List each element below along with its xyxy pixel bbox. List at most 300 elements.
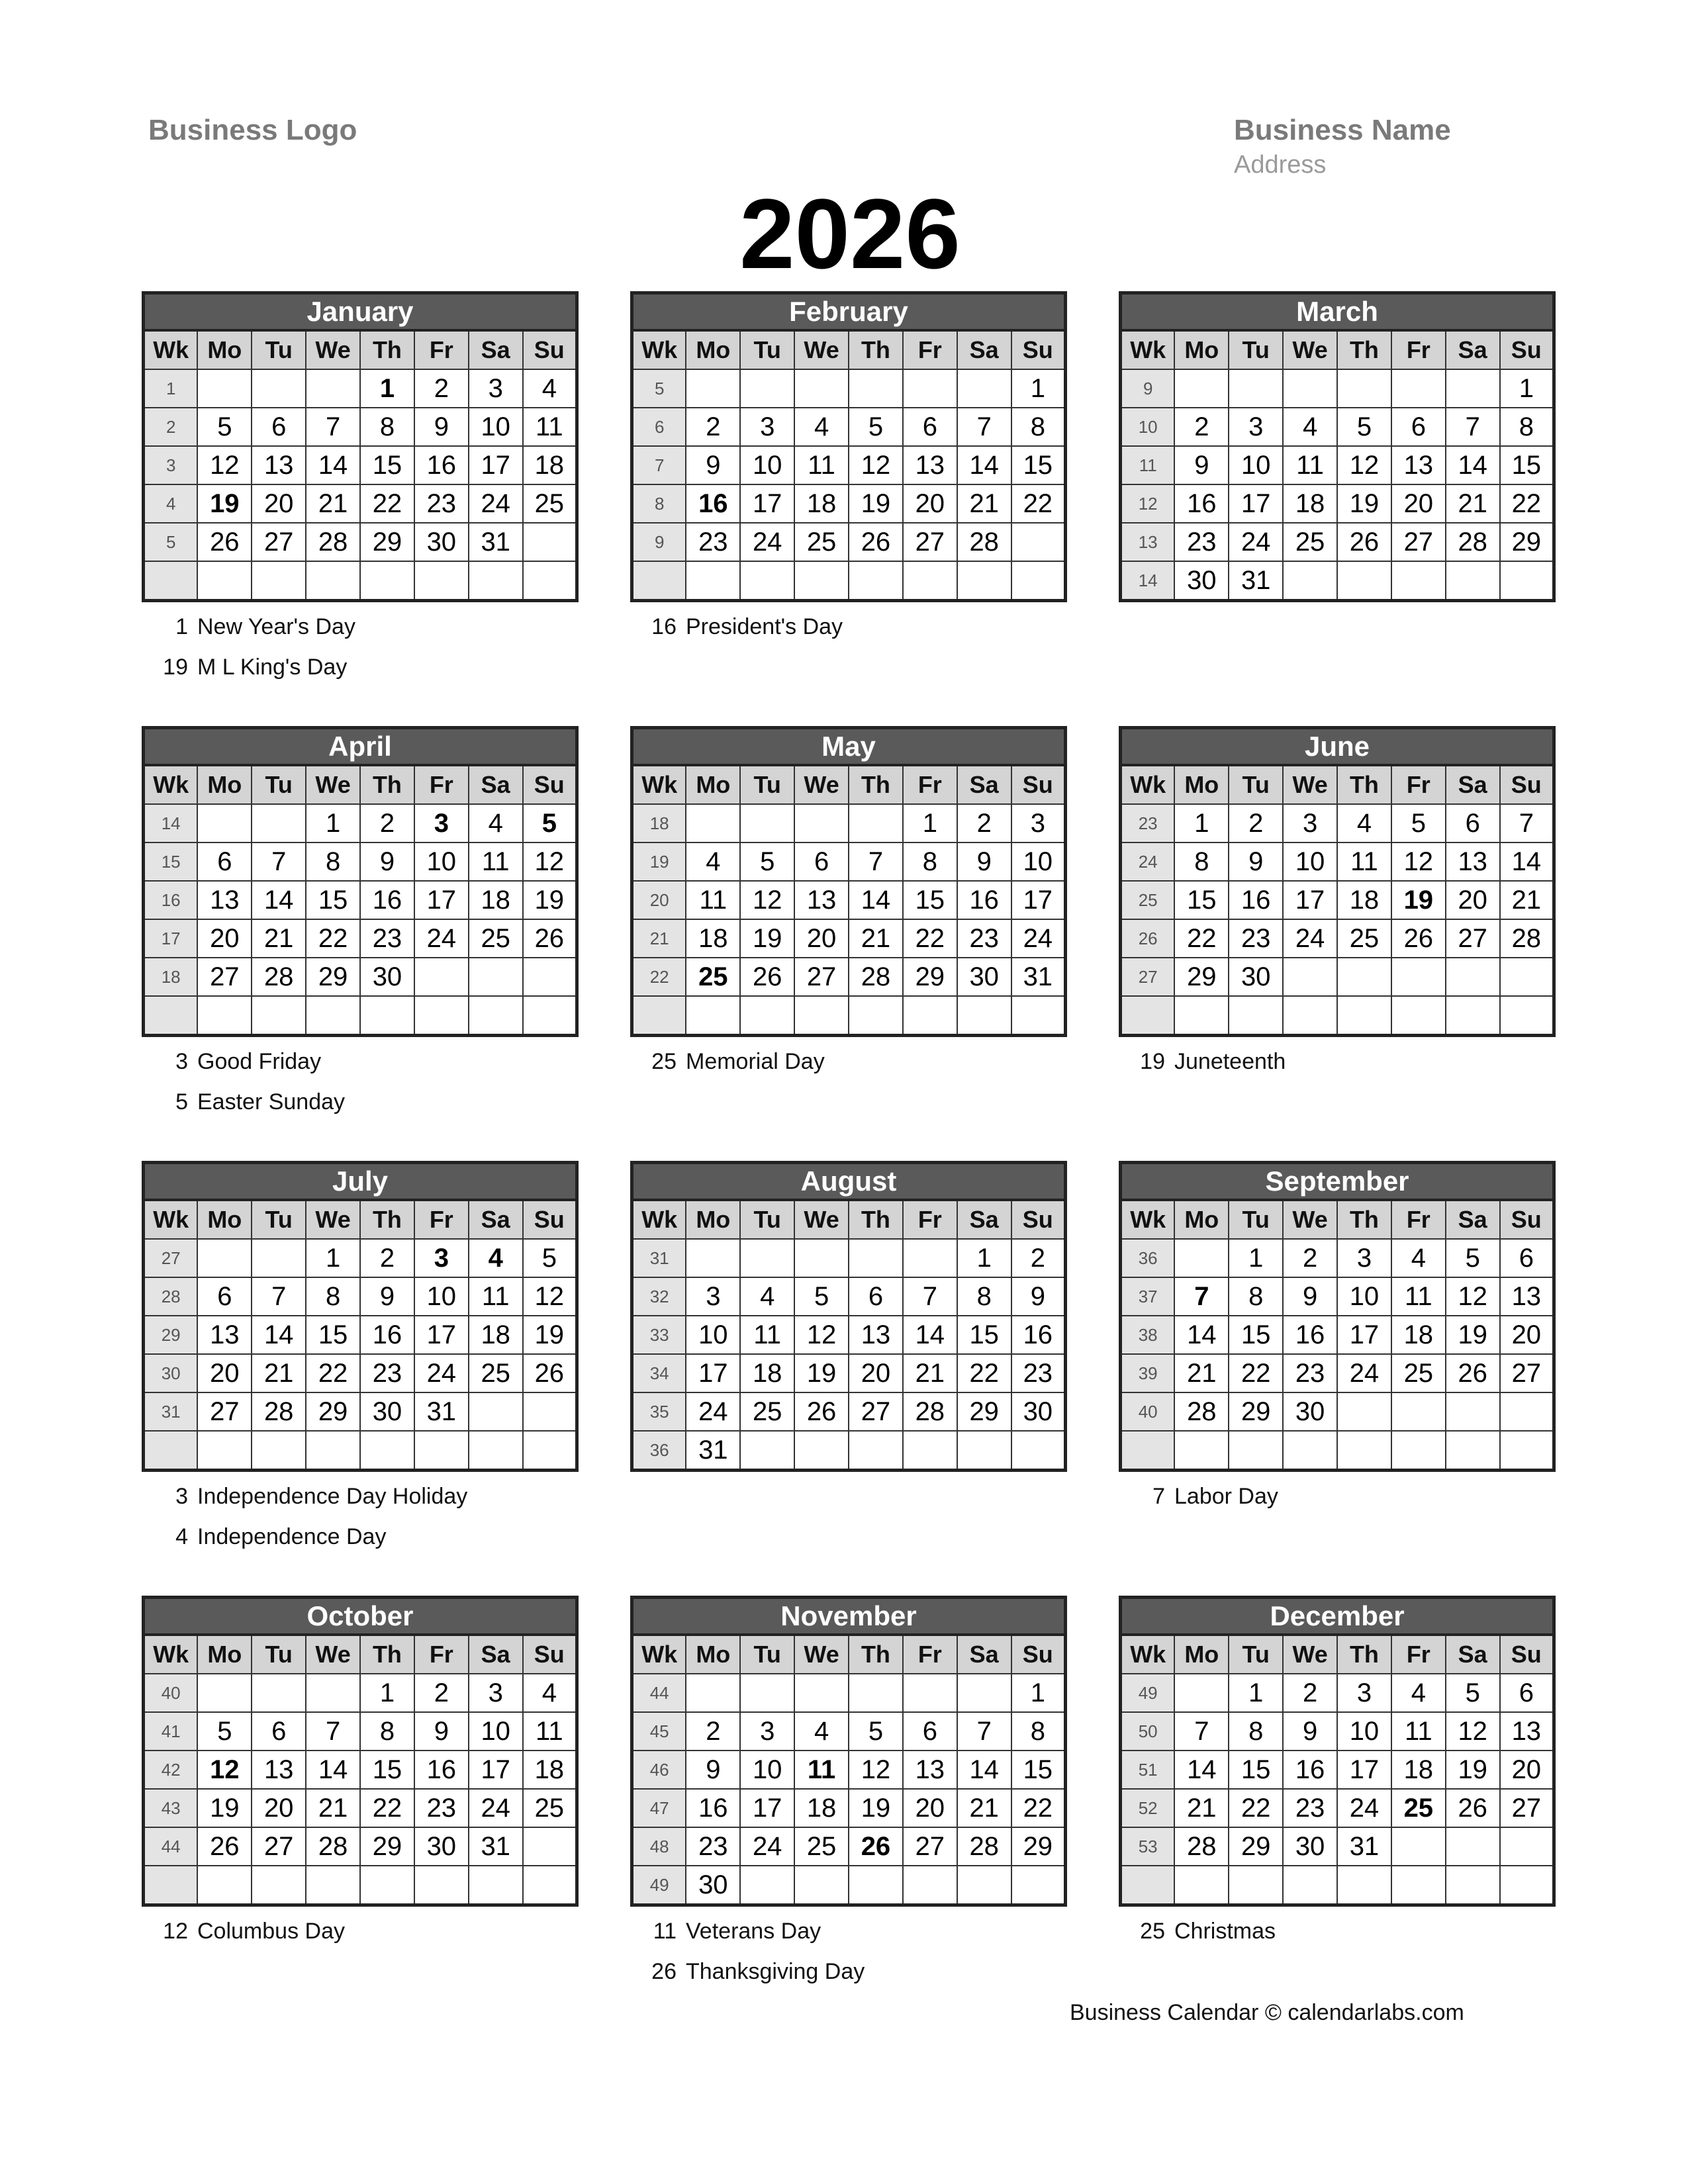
week-number: 49 (632, 1866, 686, 1905)
week-row (1121, 484, 1554, 523)
day-cell: 17 (1337, 1316, 1391, 1354)
day-cell: 25 (1337, 919, 1391, 958)
holiday-date: 19 (163, 655, 188, 680)
holiday-name: M L King's Day (197, 655, 348, 680)
day-cell: 13 (252, 446, 306, 484)
day-cell: 25 (523, 484, 577, 523)
day-cell (197, 561, 252, 601)
weekday-header: Fr (414, 1635, 469, 1674)
holiday-date: 19 (1140, 1049, 1165, 1074)
day-cell: 5 (1337, 408, 1391, 446)
day-cell (1446, 1431, 1500, 1471)
day-cell (197, 804, 252, 842)
day-cell: 1 (1229, 1239, 1283, 1277)
day-cell (1446, 369, 1500, 408)
weekday-header: Tu (1229, 765, 1283, 804)
day-cell (523, 996, 577, 1036)
day-cell (197, 1239, 252, 1277)
week-number: 45 (632, 1712, 686, 1751)
day-cell: 15 (306, 881, 360, 919)
day-cell: 24 (469, 1789, 523, 1827)
day-cell: 14 (957, 446, 1011, 484)
week-number (144, 1866, 198, 1905)
day-cell (794, 996, 849, 1036)
day-cell: 28 (1174, 1827, 1229, 1866)
day-cell (252, 1674, 306, 1712)
week-number: 36 (632, 1431, 686, 1471)
day-cell: 12 (849, 1751, 903, 1789)
month-table (1119, 726, 1556, 1037)
week-number: 9 (632, 523, 686, 561)
holiday-item (148, 614, 355, 655)
day-cell: 1 (1229, 1674, 1283, 1712)
day-cell: 21 (903, 1354, 957, 1392)
day-cell: 15 (1500, 446, 1554, 484)
day-cell: 23 (1283, 1354, 1337, 1392)
day-cell: 19 (523, 1316, 577, 1354)
day-cell (1283, 1866, 1337, 1905)
day-cell: 31 (469, 1827, 523, 1866)
weekday-header: Su (1011, 765, 1066, 804)
day-cell: 4 (469, 1239, 523, 1277)
day-cell: 20 (197, 1354, 252, 1392)
week-number: 44 (632, 1674, 686, 1712)
day-cell: 21 (252, 1354, 306, 1392)
day-cell: 10 (1337, 1277, 1391, 1316)
week-row (632, 1239, 1066, 1277)
day-cell: 17 (1283, 881, 1337, 919)
holiday-name: Columbus Day (197, 1919, 345, 1944)
day-cell: 19 (523, 881, 577, 919)
day-cell (1011, 1431, 1066, 1471)
week-number: 6 (632, 408, 686, 446)
day-cell (849, 804, 903, 842)
week-row (632, 1674, 1066, 1712)
day-cell: 24 (686, 1392, 740, 1431)
day-cell: 17 (1011, 881, 1066, 919)
holiday-item (1125, 1049, 1286, 1089)
holiday-date: 12 (163, 1919, 188, 1944)
week-row (144, 1277, 577, 1316)
holiday-item (148, 1919, 345, 1959)
weekday-header: Su (523, 330, 577, 369)
day-cell (306, 996, 360, 1036)
day-cell: 9 (360, 842, 414, 881)
weekday-header: Tu (740, 1200, 794, 1239)
day-cell: 14 (1174, 1751, 1229, 1789)
day-cell: 17 (469, 1751, 523, 1789)
day-cell (252, 1431, 306, 1471)
month-april (142, 726, 579, 1037)
day-cell: 8 (1011, 1712, 1066, 1751)
week-row (632, 1827, 1066, 1866)
day-cell: 28 (1446, 523, 1500, 561)
day-cell: 20 (1500, 1751, 1554, 1789)
day-cell: 13 (1500, 1277, 1554, 1316)
holiday-date: 3 (175, 1484, 188, 1509)
day-cell: 21 (1500, 881, 1554, 919)
week-row (1121, 523, 1554, 561)
day-cell: 29 (1229, 1827, 1283, 1866)
day-cell: 27 (252, 523, 306, 561)
week-row (1121, 408, 1554, 446)
day-cell: 2 (414, 369, 469, 408)
day-cell: 9 (957, 842, 1011, 881)
day-cell: 21 (306, 484, 360, 523)
week-row (1121, 1674, 1554, 1712)
week-number: 35 (632, 1392, 686, 1431)
weekday-header: Fr (1391, 1200, 1446, 1239)
week-row (1121, 561, 1554, 601)
day-cell: 11 (794, 1751, 849, 1789)
weekday-header: Th (849, 330, 903, 369)
day-cell: 5 (1391, 804, 1446, 842)
day-cell: 28 (1500, 919, 1554, 958)
week-row (632, 919, 1066, 958)
holiday-list (148, 1049, 345, 1130)
day-cell: 30 (360, 1392, 414, 1431)
month-title: April (144, 728, 577, 766)
holiday-list (148, 1484, 467, 1565)
week-number: 5 (632, 369, 686, 408)
day-cell: 29 (1011, 1827, 1066, 1866)
day-cell: 16 (1283, 1316, 1337, 1354)
week-row (1121, 1392, 1554, 1431)
day-cell: 28 (957, 523, 1011, 561)
day-cell: 11 (469, 1277, 523, 1316)
day-cell: 29 (306, 958, 360, 996)
day-cell: 8 (1229, 1277, 1283, 1316)
day-cell: 1 (1174, 804, 1229, 842)
day-cell (1391, 1827, 1446, 1866)
week-number: 51 (1121, 1751, 1175, 1789)
day-cell: 23 (360, 919, 414, 958)
holiday-item (637, 1049, 825, 1089)
day-cell: 12 (849, 446, 903, 484)
day-cell: 28 (306, 1827, 360, 1866)
day-cell: 7 (1446, 408, 1500, 446)
day-cell: 13 (903, 446, 957, 484)
weekday-header: Wk (1121, 1200, 1175, 1239)
day-cell: 23 (686, 523, 740, 561)
day-cell: 2 (360, 1239, 414, 1277)
week-row (1121, 1789, 1554, 1827)
weekday-header: Th (1337, 1200, 1391, 1239)
day-cell: 15 (1011, 1751, 1066, 1789)
weekday-header: We (1283, 765, 1337, 804)
day-cell: 1 (903, 804, 957, 842)
week-row (632, 1354, 1066, 1392)
day-cell: 9 (686, 1751, 740, 1789)
day-cell (740, 804, 794, 842)
month-title: May (632, 728, 1066, 766)
day-cell (1500, 1392, 1554, 1431)
holiday-name: Christmas (1174, 1919, 1276, 1944)
day-cell: 16 (414, 1751, 469, 1789)
day-cell (197, 1431, 252, 1471)
month-table (630, 1161, 1067, 1472)
weekday-header: Tu (1229, 330, 1283, 369)
day-cell: 9 (1283, 1277, 1337, 1316)
day-cell (686, 996, 740, 1036)
day-cell: 5 (197, 1712, 252, 1751)
weekday-header: Fr (903, 330, 957, 369)
day-cell: 14 (849, 881, 903, 919)
week-row (1121, 1316, 1554, 1354)
day-cell: 20 (252, 1789, 306, 1827)
day-cell (1011, 1866, 1066, 1905)
day-cell: 5 (1446, 1239, 1500, 1277)
day-cell: 20 (794, 919, 849, 958)
week-row (144, 1827, 577, 1866)
day-cell: 24 (1011, 919, 1066, 958)
day-cell (1337, 1431, 1391, 1471)
day-cell (740, 1431, 794, 1471)
day-cell: 19 (849, 1789, 903, 1827)
weekday-header: Mo (686, 330, 740, 369)
month-march (1119, 291, 1556, 602)
week-row (632, 996, 1066, 1036)
weekday-header: Fr (903, 765, 957, 804)
week-row (1121, 881, 1554, 919)
month-june (1119, 726, 1556, 1037)
week-number: 32 (632, 1277, 686, 1316)
week-number: 2 (144, 408, 198, 446)
day-cell (414, 1431, 469, 1471)
month-title: August (632, 1163, 1066, 1201)
weekday-header: We (1283, 1200, 1337, 1239)
day-cell (903, 996, 957, 1036)
weekday-header: Th (360, 1200, 414, 1239)
day-cell: 24 (1337, 1354, 1391, 1392)
day-cell (360, 996, 414, 1036)
day-cell: 4 (794, 1712, 849, 1751)
day-cell: 22 (1011, 1789, 1066, 1827)
week-row (632, 369, 1066, 408)
day-cell: 7 (252, 842, 306, 881)
day-cell: 8 (360, 1712, 414, 1751)
weekday-header: Tu (1229, 1200, 1283, 1239)
day-cell: 15 (1229, 1751, 1283, 1789)
day-cell: 26 (523, 1354, 577, 1392)
day-cell: 7 (252, 1277, 306, 1316)
day-cell (1011, 996, 1066, 1036)
day-cell: 8 (903, 842, 957, 881)
day-cell: 5 (523, 804, 577, 842)
month-title: September (1121, 1163, 1554, 1201)
day-cell: 31 (1229, 561, 1283, 601)
month-table (1119, 291, 1556, 602)
day-cell: 18 (469, 881, 523, 919)
day-cell: 22 (360, 1789, 414, 1827)
weekday-header: Wk (144, 765, 198, 804)
day-cell: 22 (903, 919, 957, 958)
day-cell: 30 (1011, 1392, 1066, 1431)
day-cell (523, 1866, 577, 1905)
weekday-header: Wk (1121, 765, 1175, 804)
week-number: 41 (144, 1712, 198, 1751)
day-cell: 23 (1011, 1354, 1066, 1392)
month-may (630, 726, 1067, 1037)
weekday-header: Mo (1174, 330, 1229, 369)
day-cell: 9 (1283, 1712, 1337, 1751)
week-row (632, 842, 1066, 881)
week-number: 1 (144, 369, 198, 408)
day-cell: 1 (1011, 369, 1066, 408)
day-cell: 3 (469, 369, 523, 408)
weekday-header: Su (1011, 330, 1066, 369)
day-cell (740, 1239, 794, 1277)
day-cell (686, 561, 740, 601)
day-cell: 30 (414, 1827, 469, 1866)
month-table (142, 1596, 579, 1907)
weekday-header: We (794, 1200, 849, 1239)
week-number: 14 (144, 804, 198, 842)
week-number: 36 (1121, 1239, 1175, 1277)
day-cell (1337, 369, 1391, 408)
week-row (632, 408, 1066, 446)
week-number: 23 (1121, 804, 1175, 842)
week-number: 38 (1121, 1316, 1175, 1354)
day-cell: 17 (1229, 484, 1283, 523)
day-cell: 7 (1500, 804, 1554, 842)
day-cell: 11 (1391, 1277, 1446, 1316)
holiday-list (637, 1919, 865, 1999)
day-cell: 28 (1174, 1392, 1229, 1431)
day-cell: 10 (414, 842, 469, 881)
day-cell: 26 (1391, 919, 1446, 958)
week-row (144, 523, 577, 561)
week-number (632, 561, 686, 601)
day-cell (1446, 996, 1500, 1036)
day-cell (1283, 561, 1337, 601)
day-cell (1391, 996, 1446, 1036)
day-cell (1337, 996, 1391, 1036)
day-cell: 24 (469, 484, 523, 523)
week-number: 53 (1121, 1827, 1175, 1866)
day-cell: 17 (469, 446, 523, 484)
day-cell: 12 (1446, 1712, 1500, 1751)
day-cell (1011, 523, 1066, 561)
day-cell (252, 561, 306, 601)
holiday-name: Easter Sunday (197, 1089, 346, 1115)
day-cell: 5 (849, 408, 903, 446)
month-title: February (632, 293, 1066, 331)
day-cell: 10 (469, 1712, 523, 1751)
weekday-header: Sa (957, 1635, 1011, 1674)
day-cell: 1 (306, 1239, 360, 1277)
day-cell: 25 (794, 523, 849, 561)
holiday-date: 11 (653, 1919, 677, 1944)
day-cell (1229, 1866, 1283, 1905)
day-cell (849, 1866, 903, 1905)
week-number: 24 (1121, 842, 1175, 881)
day-cell: 13 (849, 1316, 903, 1354)
week-row (144, 1354, 577, 1392)
day-cell: 3 (1337, 1674, 1391, 1712)
day-cell: 12 (1391, 842, 1446, 881)
week-row (632, 1277, 1066, 1316)
weekday-header: Tu (1229, 1635, 1283, 1674)
day-cell (1500, 1866, 1554, 1905)
day-cell: 15 (1011, 446, 1066, 484)
day-cell (1174, 1239, 1229, 1277)
day-cell: 22 (1229, 1789, 1283, 1827)
month-table (142, 1161, 579, 1472)
day-cell: 23 (957, 919, 1011, 958)
day-cell: 7 (957, 408, 1011, 446)
day-cell: 26 (740, 958, 794, 996)
business-logo-placeholder: Business Logo (148, 114, 357, 146)
day-cell (740, 369, 794, 408)
weekday-header: Sa (957, 1200, 1011, 1239)
weekday-header: Th (360, 330, 414, 369)
weekday-header: Mo (686, 1635, 740, 1674)
weekday-header: Su (523, 765, 577, 804)
day-cell: 3 (414, 1239, 469, 1277)
day-cell (197, 996, 252, 1036)
day-cell: 25 (1391, 1789, 1446, 1827)
week-number: 10 (1121, 408, 1175, 446)
day-cell: 27 (1500, 1789, 1554, 1827)
week-row (144, 1751, 577, 1789)
weekday-header: Wk (1121, 330, 1175, 369)
holiday-name: Good Friday (197, 1049, 322, 1074)
day-cell (1500, 958, 1554, 996)
day-cell: 15 (1229, 1316, 1283, 1354)
week-row (632, 446, 1066, 484)
day-cell: 5 (740, 842, 794, 881)
month-table (142, 726, 579, 1037)
week-number: 29 (144, 1316, 198, 1354)
day-cell: 28 (849, 958, 903, 996)
weekday-header: We (306, 1200, 360, 1239)
day-cell: 21 (306, 1789, 360, 1827)
day-cell (957, 561, 1011, 601)
day-cell: 10 (414, 1277, 469, 1316)
day-cell (1500, 1431, 1554, 1471)
day-cell: 11 (1283, 446, 1337, 484)
week-row (144, 804, 577, 842)
day-cell: 17 (414, 881, 469, 919)
week-row (632, 958, 1066, 996)
day-cell (523, 1431, 577, 1471)
day-cell: 16 (1229, 881, 1283, 919)
holiday-date: 16 (651, 614, 677, 639)
weekday-header: Th (1337, 330, 1391, 369)
day-cell: 22 (1174, 919, 1229, 958)
week-row (144, 996, 577, 1036)
day-cell (1011, 561, 1066, 601)
weekday-header: Wk (632, 1200, 686, 1239)
weekday-header: Su (1500, 330, 1554, 369)
day-cell: 19 (1446, 1316, 1500, 1354)
week-number: 5 (144, 523, 198, 561)
day-cell: 4 (794, 408, 849, 446)
holiday-name: Independence Day (197, 1524, 387, 1549)
day-cell: 23 (414, 484, 469, 523)
weekday-header: We (794, 765, 849, 804)
week-row (144, 1866, 577, 1905)
holiday-item (637, 1959, 865, 1999)
day-cell (1174, 1674, 1229, 1712)
day-cell: 26 (1446, 1354, 1500, 1392)
weekday-header: We (306, 330, 360, 369)
day-cell: 24 (1283, 919, 1337, 958)
day-cell: 22 (1011, 484, 1066, 523)
day-cell (414, 996, 469, 1036)
day-cell: 17 (1337, 1751, 1391, 1789)
